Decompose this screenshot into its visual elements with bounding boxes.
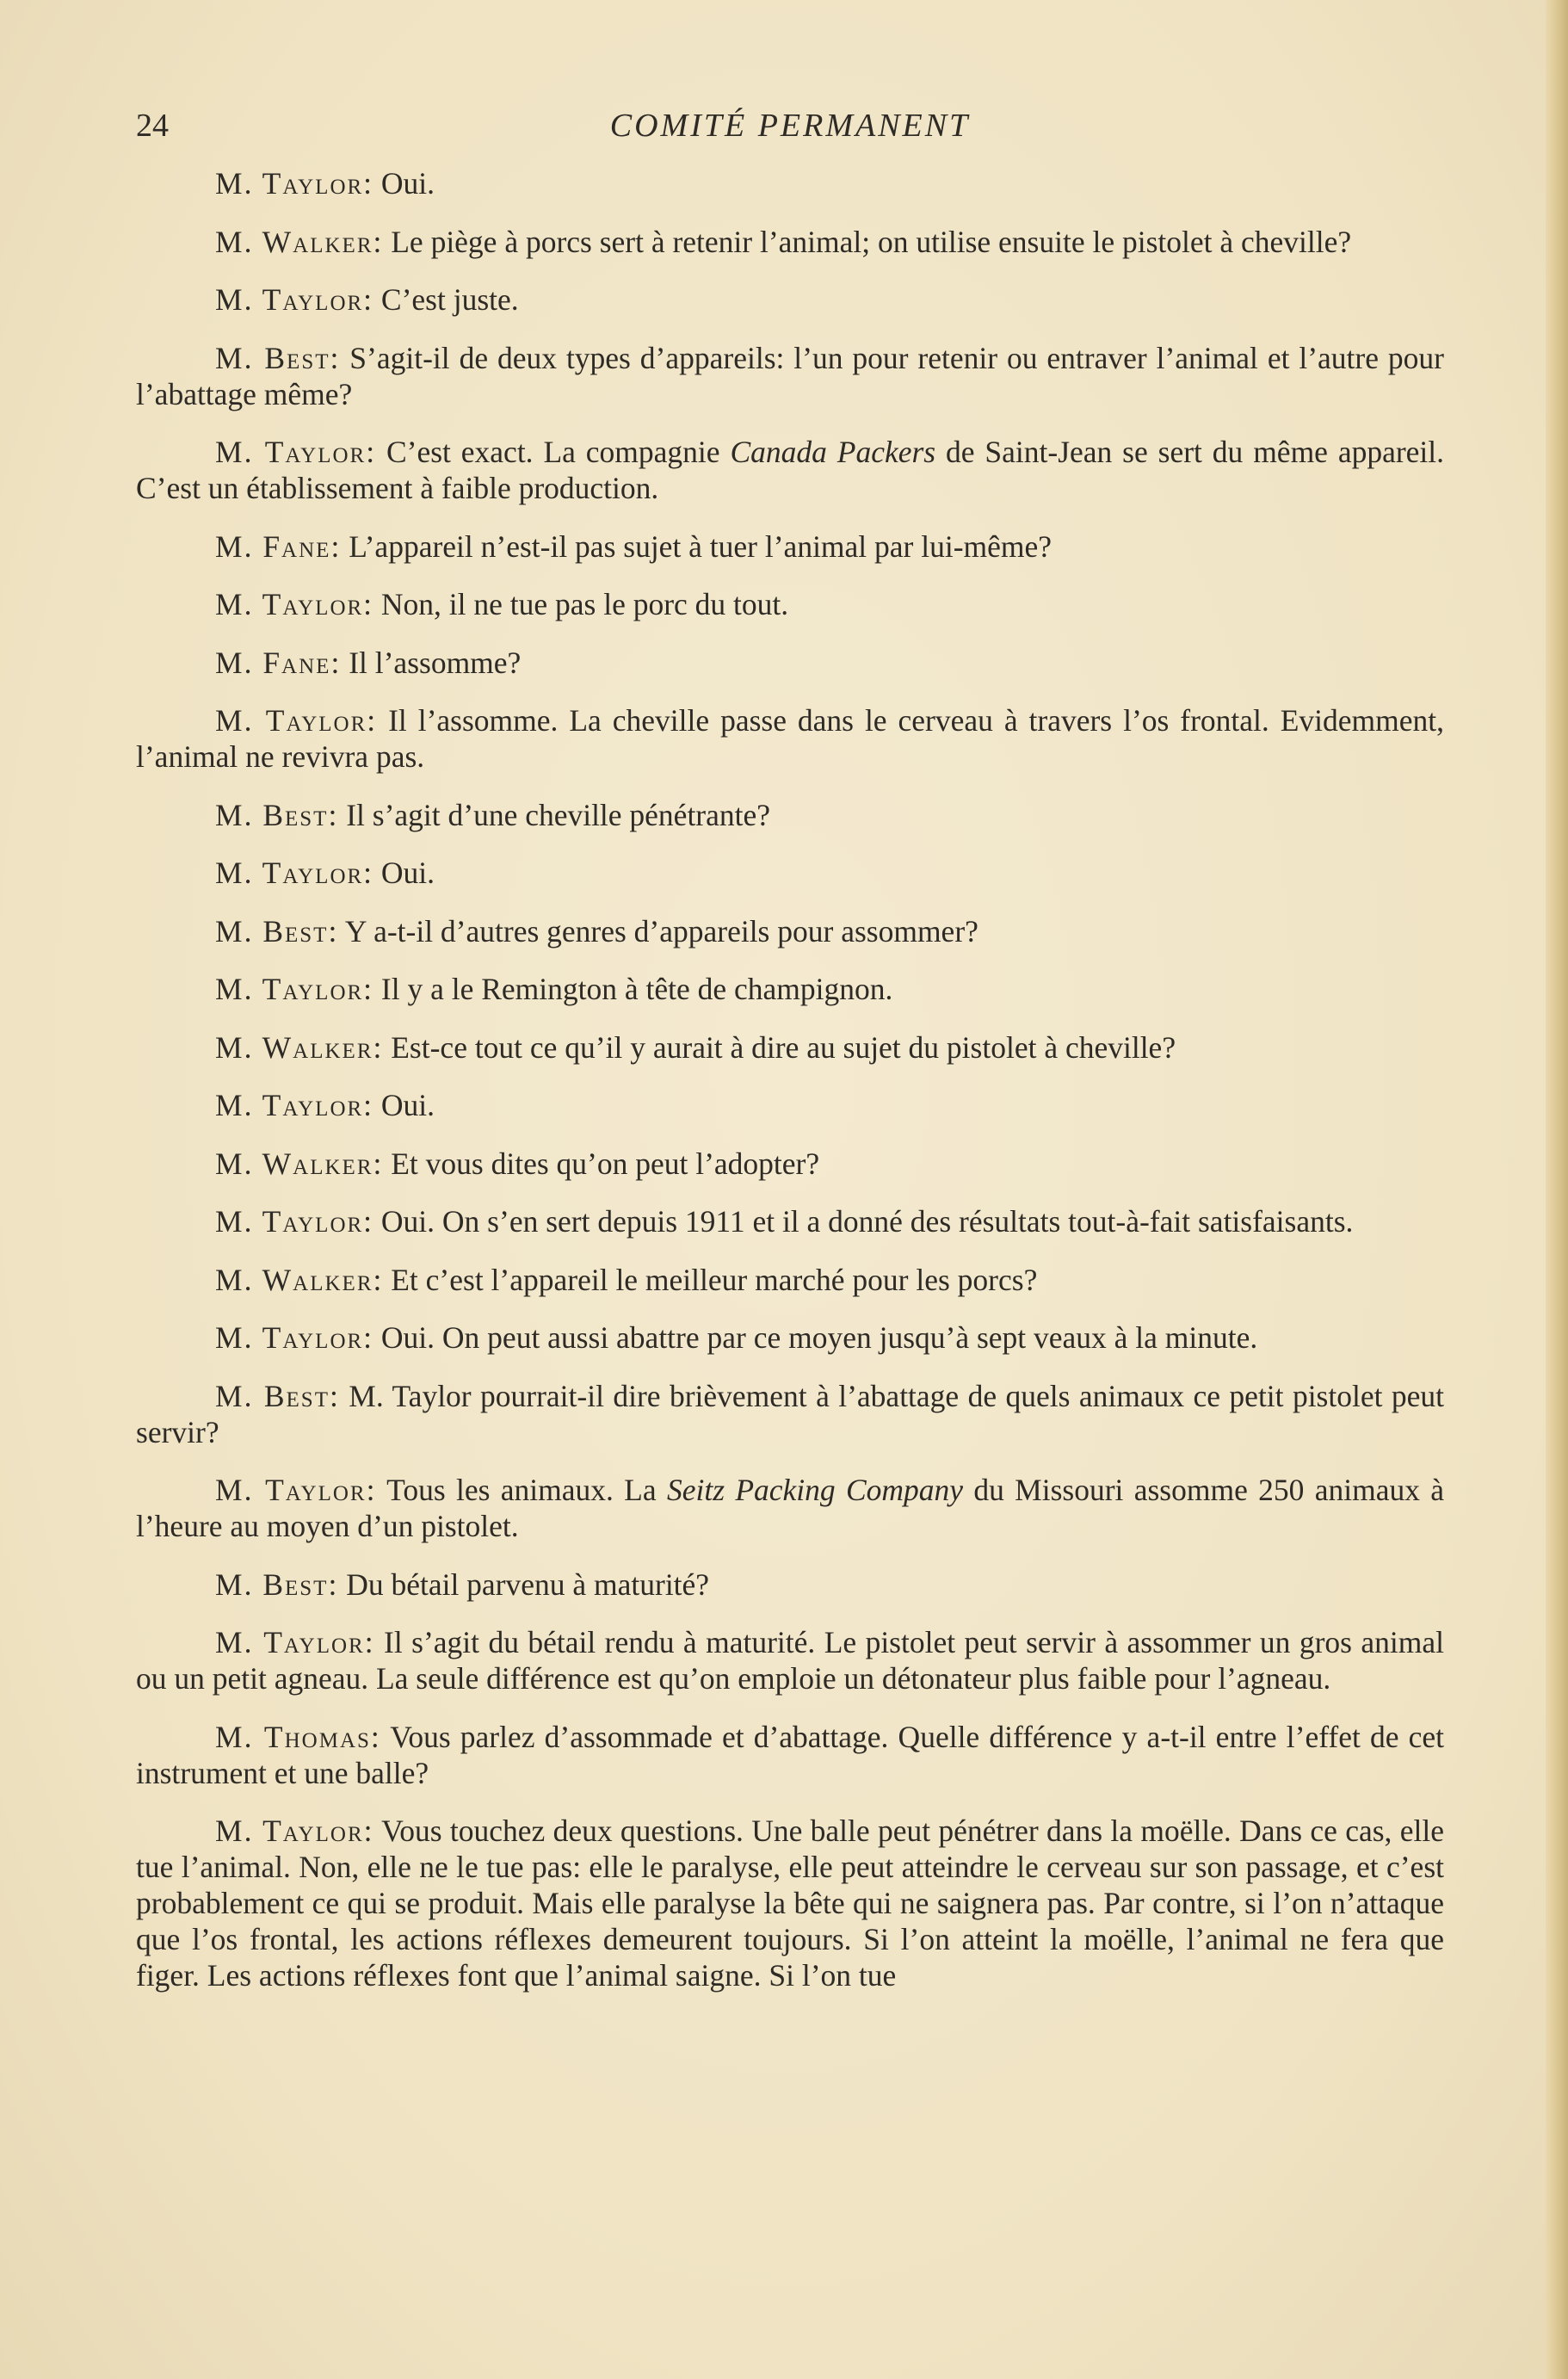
speech-text: Et c’est l’appareil le meilleur marché pour les porcs? [391, 1262, 1038, 1297]
transcript-paragraph [136, 165, 1444, 201]
transcript-paragraph [136, 855, 1444, 891]
speaker-label: M. Taylor: [215, 282, 374, 317]
speaker-label: M. Best: [215, 797, 339, 832]
transcript-paragraph [136, 528, 1444, 565]
speaker-label: M. Taylor: [215, 972, 374, 1006]
transcript-paragraph [136, 586, 1444, 622]
transcript-paragraph [136, 1472, 1444, 1544]
transcript-paragraph [136, 1029, 1444, 1066]
speaker-label: M. Taylor: [215, 587, 374, 621]
page-header [136, 107, 1444, 158]
transcript-body [136, 165, 1444, 2016]
speech-text: Le piège à porcs sert à retenir l’animal; on utilise ensuite le pistolet à cheville? [391, 224, 1352, 259]
speech-text: S’agit-il de deux types d’appareils: l’un pour retenir ou entraver l’animal et l’autre pour l’abattage même? [136, 340, 1445, 411]
speech-text: Et vous dites qu’on peut l’adopter? [391, 1146, 820, 1181]
speech-text: Il l’assomme? [349, 645, 522, 680]
speech-text: Vous parlez d’assommade et d’abattage. Quelle différence y a-t-il entre l’effet de cet instrument et une balle? [136, 1719, 1444, 1790]
transcript-paragraph [136, 340, 1444, 412]
speech-text: Y a-t-il d’autres genres d’appareils pour assommer? [344, 913, 978, 949]
speaker-label: M. Walker: [215, 1029, 384, 1065]
speech-text: Il s’agit d’une cheville pénétrante? [346, 797, 771, 832]
transcript-paragraph [136, 1813, 1444, 1993]
speech-text: Il s’agit du bétail rendu à maturité. Le pistolet peut servir à assommer un gros animal ou un petit agneau. La seule différence est qu’on emploie un détonateur plus faible pour l’agneau. [136, 1625, 1444, 1696]
speech-text: L’appareil n’est-il pas sujet à tuer l’animal par lui-même? [349, 528, 1053, 564]
speech-text: Du bétail parvenu à maturité? [346, 1566, 710, 1602]
speech-text: Oui. [380, 1088, 435, 1122]
speaker-label: M. Taylor: [215, 1625, 375, 1659]
page-number: 24 [136, 108, 169, 144]
speaker-label: M. Best: [215, 1566, 339, 1602]
speech-text: de Saint-Jean se sert du même appareil. C’est un établissement à faible production. [136, 435, 1445, 505]
transcript-paragraph [136, 1566, 1444, 1603]
page-edge [1546, 0, 1568, 2379]
speech-text: Oui. On peut aussi abattre par ce moyen jusqu’à sept veaux à la minute. [380, 1320, 1258, 1355]
transcript-paragraph [136, 797, 1444, 833]
speech-text: Oui. [380, 856, 435, 890]
company-name: Canada Packers [730, 435, 936, 469]
transcript-paragraph [136, 1624, 1444, 1696]
speaker-label: M. Walker: [215, 1146, 384, 1181]
speaker-label: M. Thomas: [215, 1719, 381, 1754]
speaker-label: M. Taylor: [215, 703, 378, 738]
speech-text: M. Taylor pourrait-il dire brièvement à l’abattage de quels animaux ce petit pistolet peut servir? [136, 1378, 1444, 1449]
transcript-paragraph [136, 281, 1444, 318]
speech-text: du Missouri assomme 250 animaux à l’heure au moyen d’un pistolet. [136, 1473, 1445, 1543]
speech-text: Vous touchez deux questions. Une balle peut pénétrer dans la moëlle. Dans ce cas, elle tue l’animal. Non, elle ne le tue pas: elle le paralyse, elle peut atteindre le cerveau sur son passage, et c’est probablement ce qui se produit. Mais elle paralyse la bête qui ne saignera pas. Par contre, si l’on n’attaque que l’os frontal, les actions réflexes demeurent toujours. Si l’on atteint la moëlle, l’animal ne fera que figer. Les actions réflexes font que l’animal saigne. Si l’on tue [136, 1814, 1444, 1993]
speech-text: Tous les animaux. La [386, 1473, 657, 1507]
transcript-paragraph [136, 1262, 1444, 1298]
transcript-paragraph [136, 434, 1444, 506]
speech-text: C’est juste. [380, 282, 519, 317]
speaker-label: M. Walker: [215, 1262, 384, 1297]
transcript-paragraph [136, 1203, 1444, 1239]
running-head: COMITÉ PERMANENT [609, 108, 971, 144]
speaker-label: M. Best: [215, 1378, 340, 1413]
speaker-label: M. Taylor: [215, 1204, 374, 1239]
transcript-paragraph [136, 1719, 1444, 1791]
speaker-label: M. Taylor: [215, 856, 374, 890]
speech-text: C’est exact. La compagnie [386, 435, 720, 469]
speech-text: Est-ce tout ce qu’il y aurait à dire au sujet du pistolet à cheville? [391, 1029, 1176, 1065]
speech-text: Oui. [380, 166, 435, 201]
speaker-label: M. Taylor: [215, 1473, 377, 1507]
transcript-paragraph [136, 224, 1444, 260]
transcript-paragraph [136, 1087, 1444, 1123]
speaker-label: M. Best: [215, 340, 341, 375]
speaker-label: M. Fane: [215, 528, 342, 564]
transcript-paragraph [136, 913, 1444, 949]
speaker-label: M. Fane: [215, 645, 342, 680]
speech-text: Oui. On s’en sert depuis 1911 et il a donné des résultats tout-à-fait satisfaisants. [380, 1204, 1354, 1239]
transcript-paragraph [136, 1319, 1444, 1356]
transcript-paragraph [136, 1378, 1444, 1450]
speaker-label: M. Best: [215, 913, 339, 949]
speech-text: Il y a le Remington à tête de champignon. [380, 972, 893, 1006]
speaker-label: M. Taylor: [215, 1320, 374, 1355]
transcript-paragraph [136, 971, 1444, 1007]
speech-text: Non, il ne tue pas le porc du tout. [380, 587, 789, 621]
transcript-paragraph [136, 702, 1444, 775]
speaker-label: M. Walker: [215, 224, 384, 259]
transcript-paragraph [136, 645, 1444, 681]
company-name: Seitz Packing Company [666, 1473, 964, 1507]
speaker-label: M. Taylor: [215, 166, 374, 201]
speech-text: Il l’assomme. La cheville passe dans le cerveau à travers l’os frontal. Evidemment, l’animal ne revivra pas. [136, 703, 1445, 774]
speaker-label: M. Taylor: [215, 435, 377, 469]
speaker-label: M. Taylor: [215, 1088, 374, 1122]
speaker-label: M. Taylor: [215, 1814, 374, 1848]
transcript-paragraph [136, 1146, 1444, 1182]
